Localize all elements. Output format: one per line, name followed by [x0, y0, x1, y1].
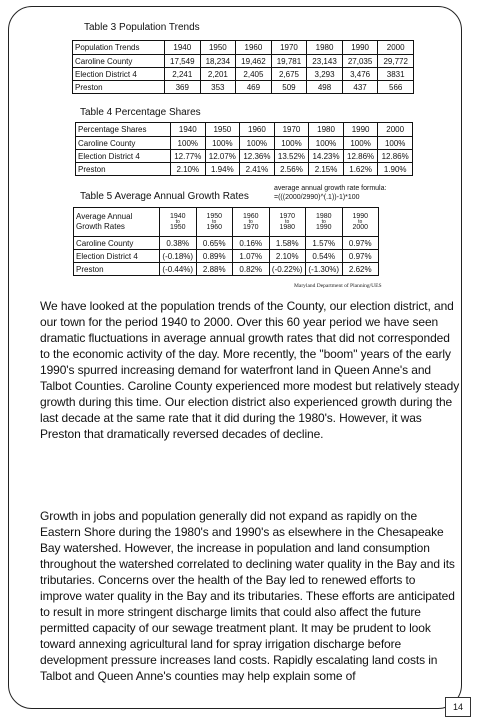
table-cell: 2.56%	[274, 163, 309, 176]
column-header-period	[160, 208, 197, 237]
period-end-year: 2000	[352, 223, 369, 231]
table-row	[76, 137, 413, 150]
column-header-label: Population Trends	[73, 41, 165, 55]
row-label: Preston	[76, 163, 171, 176]
row-label: Election District 4	[74, 250, 160, 263]
table-cell: 12.86%	[378, 150, 413, 163]
table-cell: 2.88%	[196, 263, 233, 276]
table-cell: 3,476	[342, 68, 378, 81]
table-cell: (-0.18%)	[160, 250, 197, 263]
table3-caption: Table 3 Population Trends	[84, 22, 200, 33]
table-cell: 18,234	[200, 55, 236, 68]
table-cell: 27,035	[342, 55, 378, 68]
column-header-year: 1950	[205, 123, 240, 137]
table-cell: 2.10%	[171, 163, 206, 176]
table-cell: 0.97%	[342, 250, 379, 263]
column-header-year: 1940	[165, 41, 201, 55]
table-cell: 14.23%	[309, 150, 344, 163]
table-cell: 23,143	[307, 55, 343, 68]
table-cell: 0.54%	[306, 250, 343, 263]
paragraph-1-text: We have looked at the population trends of the County, our election district, and our town for the period 1940 to 2000. Over this 60 year period we have seen dramatic fluctuations in average annual growth rates that did not corresponded to the economic activity of the day. More recently, the "boom" years of the early 1990's spurred increasing demand for waterfront land in Queen Anne's and Talbot Counties. Caroline County experienced more modest but relatively steady growth during this time. Our election district also experienced growth during the last decade at the same rate that it did during the 1980's. However, it was Preston that dramatically reversed decades of decline.	[40, 299, 460, 441]
column-header-year: 1950	[200, 41, 236, 55]
table-cell: 12.86%	[343, 150, 378, 163]
table-row	[76, 163, 413, 176]
table-cell: 1.90%	[378, 163, 413, 176]
row-label: Caroline County	[76, 137, 171, 150]
table4-percentage-shares	[75, 122, 413, 176]
table-cell: 3,293	[307, 68, 343, 81]
table-cell: 2.15%	[309, 163, 344, 176]
table-cell: 498	[307, 81, 343, 94]
row-label: Preston	[74, 263, 160, 276]
column-header-year: 1980	[307, 41, 343, 55]
header-label-line: Average Annual	[76, 212, 133, 221]
header-label-line: Growth Rates	[76, 222, 125, 231]
table-row	[73, 55, 414, 68]
table-cell: 3831	[378, 68, 414, 81]
table-cell: (-0.44%)	[160, 263, 197, 276]
column-header-label	[74, 208, 160, 237]
table-cell: 100%	[205, 137, 240, 150]
row-label: Election District 4	[73, 68, 165, 81]
period-start-year: 1950	[206, 212, 223, 220]
period-end-year: 1980	[279, 223, 296, 231]
table-cell: 2,405	[236, 68, 272, 81]
header-row	[73, 41, 414, 55]
column-header-label: Percentage Shares	[76, 123, 171, 137]
period-start-year: 1990	[352, 212, 369, 220]
period-start-year: 1980	[315, 212, 332, 220]
table4-caption: Table 4 Percentage Shares	[80, 107, 201, 118]
column-header-year: 2000	[378, 41, 414, 55]
table-cell: 2,201	[200, 68, 236, 81]
formula-label: average annual growth rate formula:	[274, 185, 387, 192]
paragraph-1	[40, 298, 460, 442]
column-header-year: 1990	[342, 41, 378, 55]
paragraph-2	[40, 508, 460, 684]
column-header-period	[269, 208, 306, 237]
column-header-year: 1990	[343, 123, 378, 137]
column-header-year: 1970	[271, 41, 307, 55]
table-cell: 2.10%	[269, 250, 306, 263]
table-cell: 17,549	[165, 55, 201, 68]
table-row	[74, 237, 379, 250]
table-cell: 1.62%	[343, 163, 378, 176]
table-cell: 1.07%	[233, 250, 270, 263]
column-header-year: 1960	[236, 41, 272, 55]
period-end-year: 1990	[315, 223, 332, 231]
row-label: Election District 4	[76, 150, 171, 163]
table-cell: 0.82%	[233, 263, 270, 276]
table-row	[74, 250, 379, 263]
table-cell: 1.57%	[306, 237, 343, 250]
table-cell: 13.52%	[274, 150, 309, 163]
period-start-year: 1960	[242, 212, 259, 220]
table-cell: 2.62%	[342, 263, 379, 276]
table5-growth-rates	[73, 207, 379, 276]
column-header-year: 1960	[240, 123, 275, 137]
table-row	[73, 81, 414, 94]
period-to-word: to	[248, 218, 253, 225]
period-start-year: 1940	[169, 212, 186, 220]
period-to-word: to	[285, 218, 290, 225]
period-to-word: to	[321, 218, 326, 225]
table3-population-trends	[72, 40, 414, 94]
table-cell: 437	[342, 81, 378, 94]
column-header-period	[233, 208, 270, 237]
column-header-period	[196, 208, 233, 237]
table-cell: 0.16%	[233, 237, 270, 250]
table-cell: 2,241	[165, 68, 201, 81]
table-cell: 0.38%	[160, 237, 197, 250]
table-cell: 12.77%	[171, 150, 206, 163]
table-cell: 353	[200, 81, 236, 94]
table-cell: 1.94%	[205, 163, 240, 176]
table-cell: 509	[271, 81, 307, 94]
table-row	[74, 263, 379, 276]
table-cell: 100%	[171, 137, 206, 150]
page-number: 14	[445, 697, 471, 717]
column-header-year: 2000	[378, 123, 413, 137]
table-cell: 566	[378, 81, 414, 94]
table-cell: 2,675	[271, 68, 307, 81]
period-end-year: 1950	[169, 223, 186, 231]
formula-expression: =(((2000/2990)^(.1))-1)*100	[274, 194, 360, 201]
column-header-year: 1970	[274, 123, 309, 137]
table-cell: (-1.30%)	[306, 263, 343, 276]
table-cell: 100%	[309, 137, 344, 150]
column-header-period	[306, 208, 343, 237]
data-source-note: Maryland Department of Planning/UES	[294, 283, 382, 289]
period-to-word: to	[175, 218, 180, 225]
table-cell: 2.41%	[240, 163, 275, 176]
table-cell: 12.07%	[205, 150, 240, 163]
column-header-period	[342, 208, 379, 237]
table-cell: (-0.22%)	[269, 263, 306, 276]
row-label: Caroline County	[73, 55, 165, 68]
column-header-year: 1980	[309, 123, 344, 137]
table-row	[76, 150, 413, 163]
table-cell: 0.89%	[196, 250, 233, 263]
period-to-word: to	[212, 218, 217, 225]
table-cell: 19,781	[271, 55, 307, 68]
row-label: Preston	[73, 81, 165, 94]
table-cell: 0.97%	[342, 237, 379, 250]
table-cell: 369	[165, 81, 201, 94]
table-cell: 100%	[274, 137, 309, 150]
period-end-year: 1960	[206, 223, 223, 231]
table-cell: 100%	[378, 137, 413, 150]
table-cell: 12.36%	[240, 150, 275, 163]
table-cell: 0.65%	[196, 237, 233, 250]
table-cell: 19,462	[236, 55, 272, 68]
period-end-year: 1970	[242, 223, 259, 231]
period-to-word: to	[358, 218, 363, 225]
row-label: Caroline County	[74, 237, 160, 250]
table-cell: 469	[236, 81, 272, 94]
table-row	[73, 68, 414, 81]
header-row	[76, 123, 413, 137]
table-cell: 100%	[240, 137, 275, 150]
period-start-year: 1970	[279, 212, 296, 220]
table-cell: 29,772	[378, 55, 414, 68]
table-cell: 100%	[343, 137, 378, 150]
table-cell: 1.58%	[269, 237, 306, 250]
header-row	[74, 208, 379, 237]
paragraph-2-text: Growth in jobs and population generally did not expand as rapidly on the Eastern Shore during the 1980's and 1990's as elsewhere in the Chesapeake Bay watershed. However, the increase in population and land consumption throughout the watershed correlated to declining water quality in the Bay and its tributaries. Concerns over the health of the Bay led to renewed efforts to improve water quality in the Bay and its tributaries. These efforts are anticipated to result in more stringent discharge limits that could also affect the future permitted capacity of our sewage treatment plant. It may be prudent to look toward annexing agricultural land for spray irrigation discharge before development pressure increases land costs. Rapidly escalating land costs in Talbot and Queen Anne's counties may help explain some of	[40, 509, 455, 683]
table5-caption: Table 5 Average Annual Growth Rates	[80, 191, 249, 202]
column-header-year: 1940	[171, 123, 206, 137]
